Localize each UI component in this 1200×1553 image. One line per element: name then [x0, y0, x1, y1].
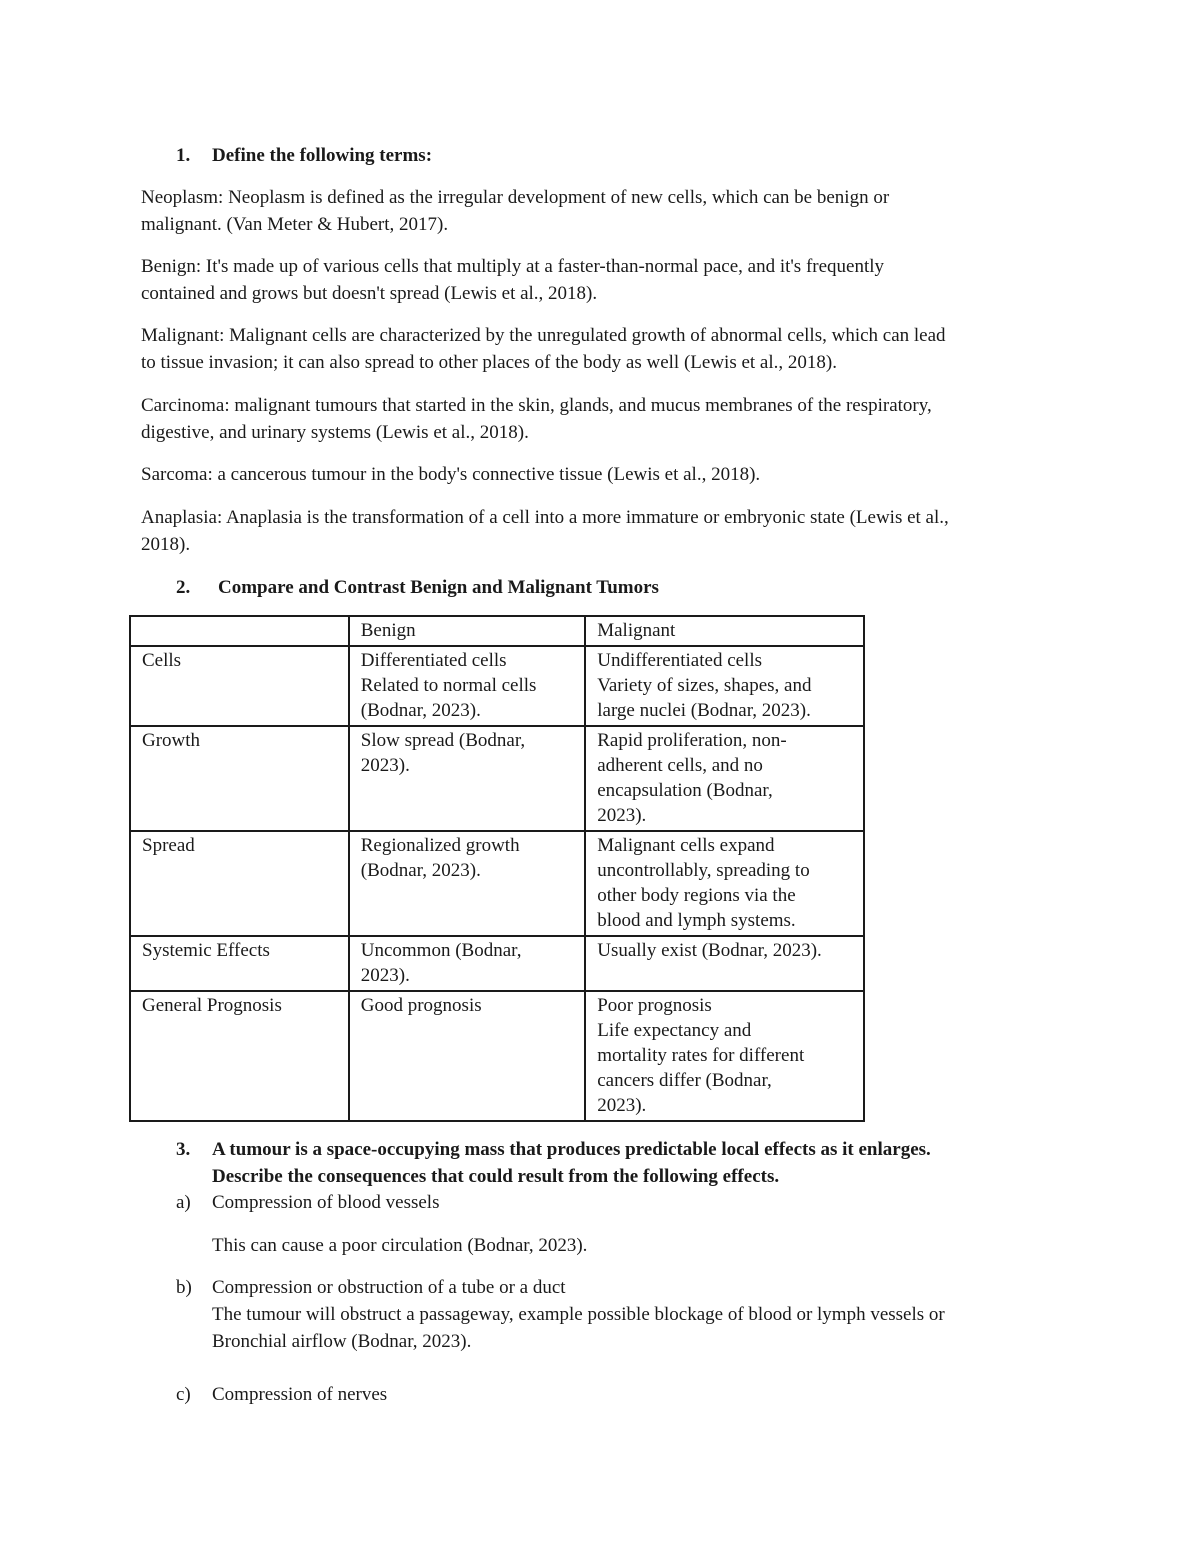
table-row [130, 991, 864, 1121]
benign-cell: Uncommon (Bodnar, 2023). [349, 936, 585, 991]
table-header-cell: Benign [349, 616, 585, 646]
row-label: Systemic Effects [130, 936, 349, 991]
comparison-table [129, 615, 865, 1122]
term-sarcoma: Sarcoma: a cancerous tumour in the body's connective tissue (Lewis et al., 2018). [141, 464, 761, 485]
table-row [130, 726, 864, 831]
table-header-cell [130, 616, 349, 646]
term-benign: Benign: It's made up of various cells that multiply at a faster-than-normal pace, and it's frequently contained and grows but doesn't spread (Lewis et al., 2018). [141, 256, 885, 304]
q3-heading-line-1: A tumour is a space-occupying mass that produces predictable local effects as it enlarges. [212, 1139, 931, 1160]
item-answer: Bronchial airflow (Bodnar, 2023). [212, 1331, 472, 1352]
term-malignant: Malignant: Malignant cells are characterized by the unregulated growth of abnormal cells, which can lead to tissue invasion; it can also spread to other places of the body as well (Lewis et al., 2018). [141, 325, 946, 373]
malignant-cell: Rapid proliferation, non- adherent cells, and no encapsulation (Bodnar, 2023). [585, 726, 864, 831]
q3-number: 3. [176, 1139, 191, 1160]
item-answer: This can cause a poor circulation (Bodnar, 2023). [212, 1235, 588, 1256]
benign-cell: Regionalized growth (Bodnar, 2023). [349, 831, 585, 936]
table-row [130, 936, 864, 991]
item-letter: a) [176, 1192, 191, 1213]
item-prompt: Compression or obstruction of a tube or a duct [212, 1277, 566, 1298]
malignant-cell: Poor prognosis Life expectancy and mortality rates for different cancers differ (Bodnar, 2023). [585, 991, 864, 1121]
malignant-cell: Usually exist (Bodnar, 2023). [585, 936, 864, 991]
benign-cell: Differentiated cells Related to normal cells (Bodnar, 2023). [349, 646, 585, 726]
benign-cell: Good prognosis [349, 991, 585, 1121]
term-anaplasia: Anaplasia: Anaplasia is the transformation of a cell into a more immature or embryonic state (Lewis et al., 2018). [141, 507, 949, 555]
q2-heading-text: Compare and Contrast Benign and Malignant Tumors [218, 577, 659, 598]
table-row [130, 646, 864, 726]
item-letter: c) [176, 1384, 191, 1405]
term-carcinoma: Carcinoma: malignant tumours that started in the skin, glands, and mucus membranes of the respiratory, digestive, and urinary systems (Lewis et al., 2018). [141, 395, 932, 443]
row-label: Growth [130, 726, 349, 831]
q3-heading-line-2: Describe the consequences that could result from the following effects. [212, 1166, 780, 1187]
q1-heading-text: Define the following terms: [212, 145, 433, 166]
item-prompt: Compression of blood vessels [212, 1192, 440, 1213]
term-neoplasm: Neoplasm: Neoplasm is defined as the irregular development of new cells, which can be benign or malignant. (Van Meter & Hubert, 2017). [141, 187, 890, 235]
table-header-row [130, 616, 864, 646]
q2-number: 2. [176, 577, 191, 598]
table-row [130, 831, 864, 936]
item-answer: The tumour will obstruct a passageway, example possible blockage of blood or lymph vessels or [212, 1304, 945, 1325]
item-letter: b) [176, 1277, 192, 1298]
row-label: Cells [130, 646, 349, 726]
table-header-cell: Malignant [585, 616, 864, 646]
malignant-cell: Malignant cells expand uncontrollably, spreading to other body regions via the blood and lymph systems. [585, 831, 864, 936]
benign-cell: Slow spread (Bodnar, 2023). [349, 726, 585, 831]
q1-number: 1. [176, 145, 191, 166]
item-prompt: Compression of nerves [212, 1384, 388, 1405]
malignant-cell: Undifferentiated cells Variety of sizes, shapes, and large nuclei (Bodnar, 2023). [585, 646, 864, 726]
row-label: Spread [130, 831, 349, 936]
row-label: General Prognosis [130, 991, 349, 1121]
